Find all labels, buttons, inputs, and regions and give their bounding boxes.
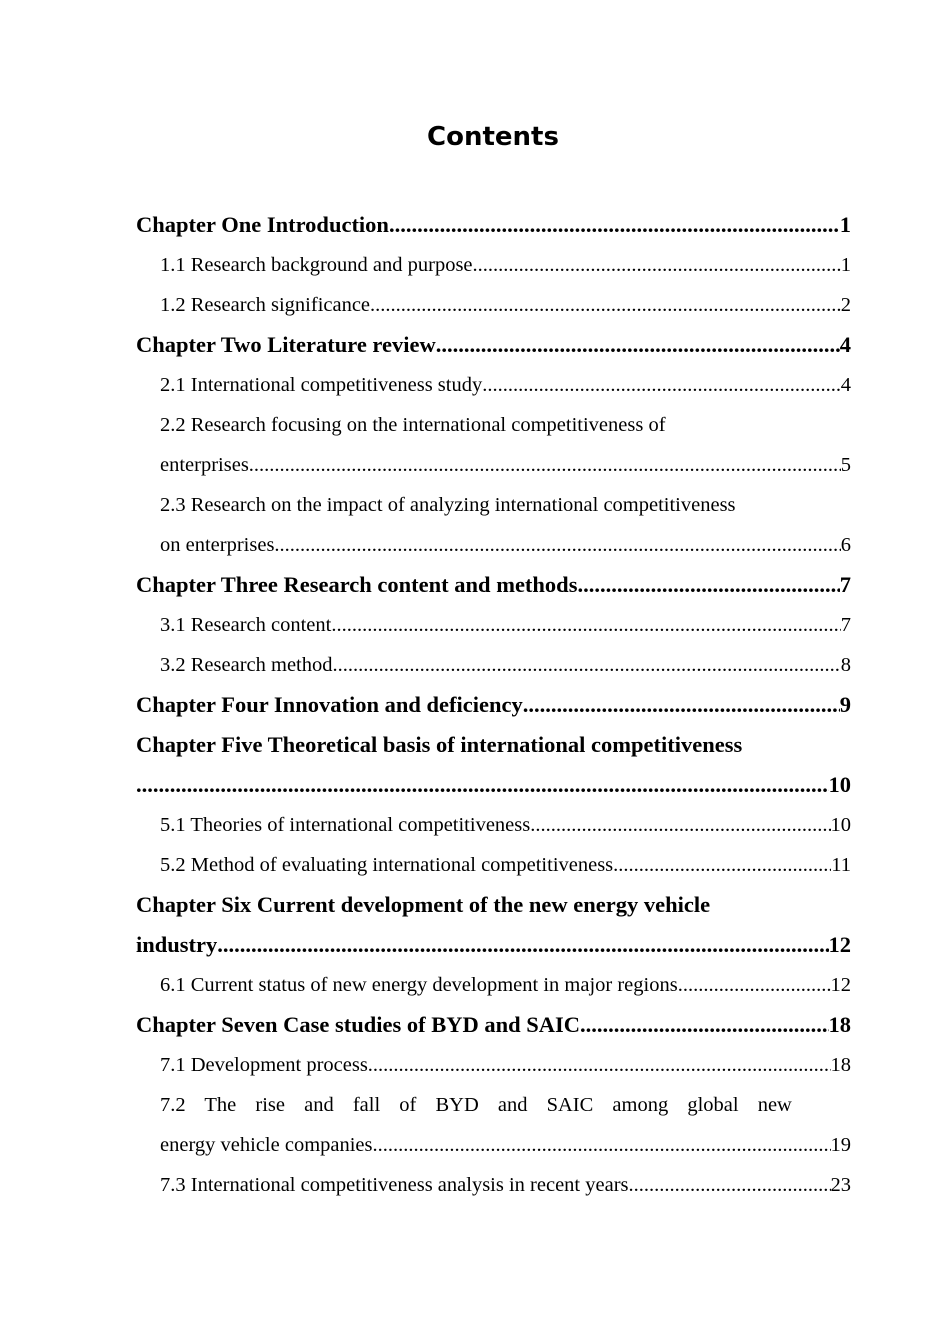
toc-page-number: 18 bbox=[830, 1054, 851, 1076]
dot-leader bbox=[373, 1125, 831, 1165]
toc-entry-title: 1.2 Research significance bbox=[160, 294, 371, 316]
toc-entry-title: 2.1 International competitiveness study bbox=[160, 374, 483, 396]
toc-entry-title: Chapter One Introduction bbox=[136, 212, 389, 237]
toc-chapter-entry[interactable] bbox=[136, 565, 851, 605]
toc-entry-title: 3.1 Research content bbox=[160, 614, 332, 636]
toc-chapter-entry[interactable] bbox=[136, 325, 851, 365]
toc-entry-title: on enterprises bbox=[160, 534, 275, 556]
page-title: Contents bbox=[427, 122, 559, 152]
toc-page-number: 11 bbox=[831, 854, 851, 876]
dot-leader bbox=[368, 1045, 831, 1085]
toc-section-entry[interactable] bbox=[136, 845, 851, 885]
toc-section-entry[interactable] bbox=[136, 1165, 851, 1205]
dot-leader bbox=[523, 685, 840, 725]
dot-leader bbox=[370, 285, 841, 325]
toc-entry-title: 7.3 International competitiveness analysis in recent years bbox=[160, 1174, 629, 1196]
toc-page-number: 5 bbox=[840, 454, 851, 476]
dot-leader bbox=[613, 845, 831, 885]
dot-leader bbox=[482, 365, 841, 405]
toc-entry-title: Chapter Two Literature review bbox=[136, 332, 436, 357]
toc-chapter-entry[interactable] bbox=[136, 765, 851, 805]
toc-page-number: 12 bbox=[830, 974, 851, 996]
toc-entry-title: industry bbox=[136, 932, 218, 957]
toc-page-number: 2 bbox=[840, 294, 851, 316]
toc-page-number: 8 bbox=[840, 654, 851, 676]
dot-leader bbox=[436, 325, 840, 365]
toc-section-entry[interactable] bbox=[136, 405, 851, 445]
toc-section-entry[interactable] bbox=[136, 965, 851, 1005]
dot-leader bbox=[217, 925, 828, 965]
toc-entry-title: energy vehicle companies bbox=[160, 1134, 373, 1156]
toc-entry-title: Chapter Six Current development of the new energy vehicle bbox=[136, 892, 711, 917]
toc-entry-title: 7.2 The rise and fall of BYD and SAIC among global new bbox=[160, 1094, 792, 1116]
toc-chapter-entry[interactable] bbox=[136, 885, 851, 925]
dot-leader bbox=[331, 605, 840, 645]
dot-leader bbox=[274, 525, 840, 565]
toc-page-number: 1 bbox=[839, 212, 851, 237]
toc-section-entry[interactable] bbox=[136, 245, 851, 285]
toc-page-number: 7 bbox=[839, 572, 851, 597]
dot-leader bbox=[629, 1165, 831, 1205]
dot-leader bbox=[473, 245, 841, 285]
toc-entry-title: 1.1 Research background and purpose bbox=[160, 254, 473, 276]
dot-leader bbox=[530, 805, 830, 845]
toc-section-entry[interactable] bbox=[136, 525, 851, 565]
toc-section-entry[interactable] bbox=[136, 485, 851, 525]
toc-chapter-entry[interactable] bbox=[136, 1005, 851, 1045]
toc-entry-title: Chapter Five Theoretical basis of international competitiveness bbox=[136, 732, 743, 757]
dot-leader bbox=[136, 765, 829, 805]
toc-section-entry[interactable] bbox=[136, 805, 851, 845]
toc-page-number: 4 bbox=[840, 374, 851, 396]
toc-section-entry[interactable] bbox=[136, 1045, 851, 1085]
dot-leader bbox=[580, 1005, 828, 1045]
toc-entry-title: 3.2 Research method bbox=[160, 654, 333, 676]
toc-page-number: 18 bbox=[828, 1012, 851, 1037]
toc-entry-title: enterprises bbox=[160, 454, 249, 476]
dot-leader bbox=[249, 445, 841, 485]
toc-entry-title: 5.2 Method of evaluating international competitiveness bbox=[160, 854, 614, 876]
toc-page-number: 19 bbox=[830, 1134, 851, 1156]
toc-entry-title: 5.1 Theories of international competitiveness bbox=[160, 814, 531, 836]
toc-chapter-entry[interactable] bbox=[136, 205, 851, 245]
toc-chapter-entry[interactable] bbox=[136, 725, 851, 765]
toc-section-entry[interactable] bbox=[136, 365, 851, 405]
toc-entry-title: 7.1 Development process bbox=[160, 1054, 368, 1076]
toc-section-entry[interactable] bbox=[136, 445, 851, 485]
toc-entry-title: Chapter Three Research content and methods bbox=[136, 572, 578, 597]
toc-entry-title: Chapter Four Innovation and deficiency bbox=[136, 692, 523, 717]
toc-page-number: 7 bbox=[840, 614, 851, 636]
toc-page-number: 9 bbox=[839, 692, 851, 717]
table-of-contents bbox=[136, 205, 851, 1205]
dot-leader bbox=[577, 565, 839, 605]
toc-section-entry[interactable] bbox=[136, 605, 851, 645]
toc-entry-title: 2.3 Research on the impact of analyzing international competitiveness bbox=[160, 494, 736, 516]
toc-page-number: 4 bbox=[839, 332, 851, 357]
toc-page-number: 6 bbox=[840, 534, 851, 556]
toc-entry-title: 6.1 Current status of new energy development in major regions bbox=[160, 974, 678, 996]
toc-page-number: 10 bbox=[828, 772, 851, 797]
toc-page-number: 10 bbox=[830, 814, 851, 836]
dot-leader bbox=[389, 205, 840, 245]
toc-chapter-entry[interactable] bbox=[136, 685, 851, 725]
toc-section-entry[interactable] bbox=[136, 285, 851, 325]
toc-section-entry[interactable] bbox=[136, 1125, 851, 1165]
toc-page-number: 12 bbox=[828, 932, 851, 957]
dot-leader bbox=[678, 965, 831, 1005]
toc-chapter-entry[interactable] bbox=[136, 925, 851, 965]
toc-page-number: 1 bbox=[840, 254, 851, 276]
toc-section-entry[interactable] bbox=[136, 1085, 851, 1125]
dot-leader bbox=[333, 645, 841, 685]
toc-entry-title: 2.2 Research focusing on the international competitiveness of bbox=[160, 414, 666, 436]
toc-page-number: 23 bbox=[830, 1174, 851, 1196]
toc-section-entry[interactable] bbox=[136, 645, 851, 685]
toc-entry-title: Chapter Seven Case studies of BYD and SAIC bbox=[136, 1012, 581, 1037]
